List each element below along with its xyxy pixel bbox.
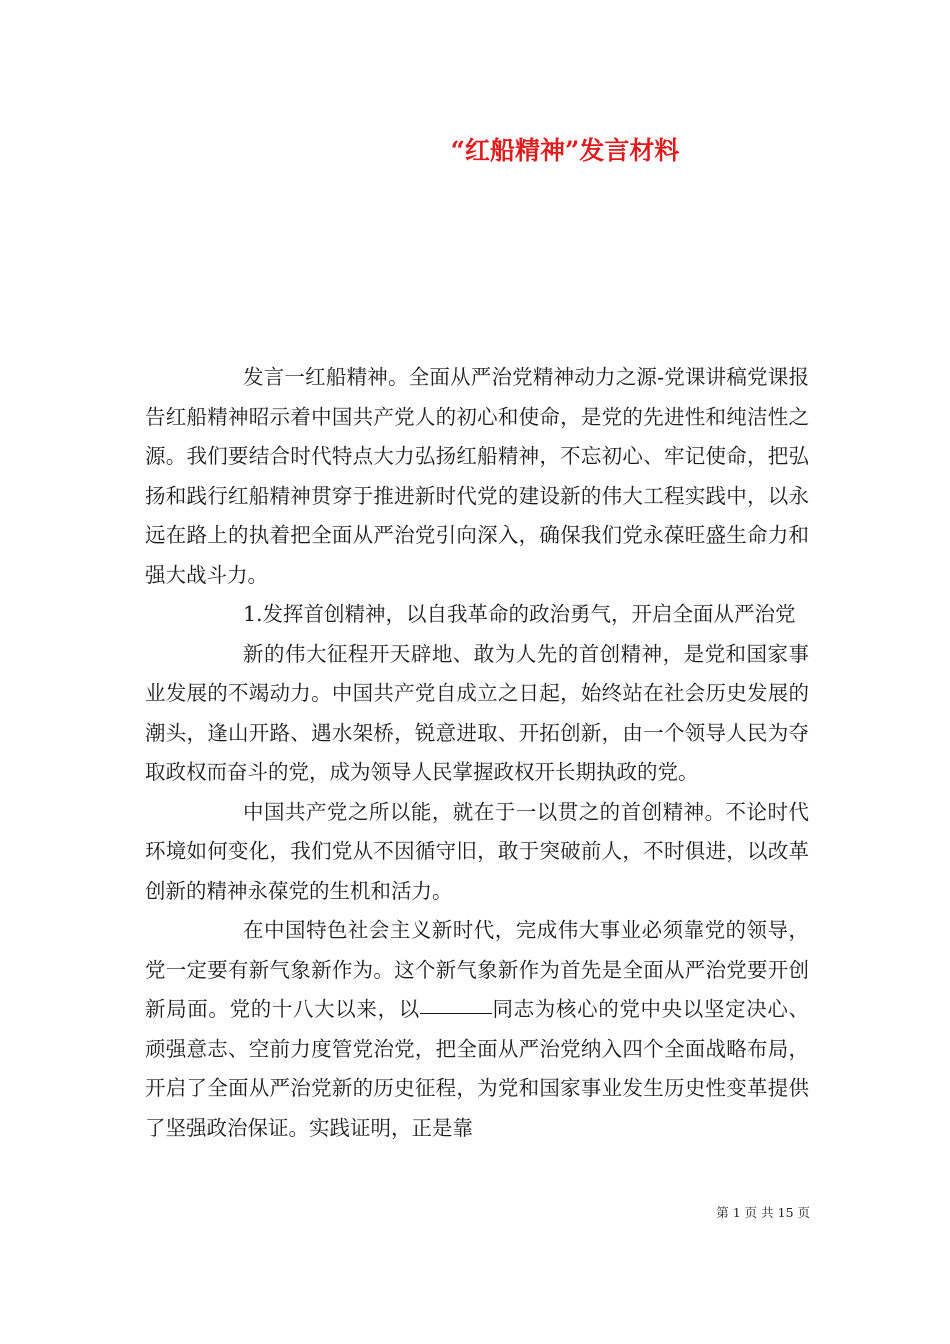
document-body (145, 358, 809, 1148)
body-paragraph: 中国共产党之所以能，就在于一以贯之的首创精神。不论时代环境如何变化，我们党从不因循守旧，敢于突破前人，不时俱进，以改革创新的精神永葆党的生机和活力。 (145, 799, 809, 903)
body-paragraph: 发言一红船精神。全面从严治党精神动力之源-党课讲稿党课报告红船精神昭示着中国共产党人的初心和使命，是党的先进性和纯洁性之源。我们要结合时代特点大力弘扬红船精神，不忘初心、牢记使命，把弘扬和践行红船精神贯穿于推进新时代党的建设新的伟大工程实践中，以永远在路上的执着把全面从严治党引向深入，确保我们党永葆旺盛生命力和强大战斗力。 (145, 365, 809, 587)
fill-in-blank (420, 1013, 492, 1014)
body-paragraph: 新的伟大征程开天辟地、敢为人先的首创精神，是党和国家事业发展的不竭动力。中国共产党自成立之日起，始终站在社会历史发展的潮头，逢山开路、遇水架桥，锐意进取、开拓创新，由一个领导人民为夺取政权而奋斗的党，成为领导人民掌握政权开长期执政的党。 (145, 641, 809, 784)
section-heading: 1.发挥首创精神，以自我革命的政治勇气，开启全面从严治党 (243, 602, 796, 626)
paragraph-text: 在中国特色社会主义新时代，完成伟大事业必须靠党的领导，党一定要有新气象新作为。这个新气象新作为首先是全面从严治党要开创新局面。党的十八大以来，以 (145, 918, 809, 1021)
paragraph-text: 同志为核心的党中央以坚定决心、顽强意志、空前力度管党治党，把全面从严治党纳入四个全面战略布局，开启了全面从严治党新的历史征程，为党和国家事业发生历史性变革提供了坚强政治保证。实践证明，正是靠 (145, 997, 810, 1140)
body-paragraph (145, 911, 809, 1148)
page-number: 第 1 页 共 15 页 (716, 1205, 810, 1220)
document-title: “红船精神”发言材料 (450, 136, 680, 165)
